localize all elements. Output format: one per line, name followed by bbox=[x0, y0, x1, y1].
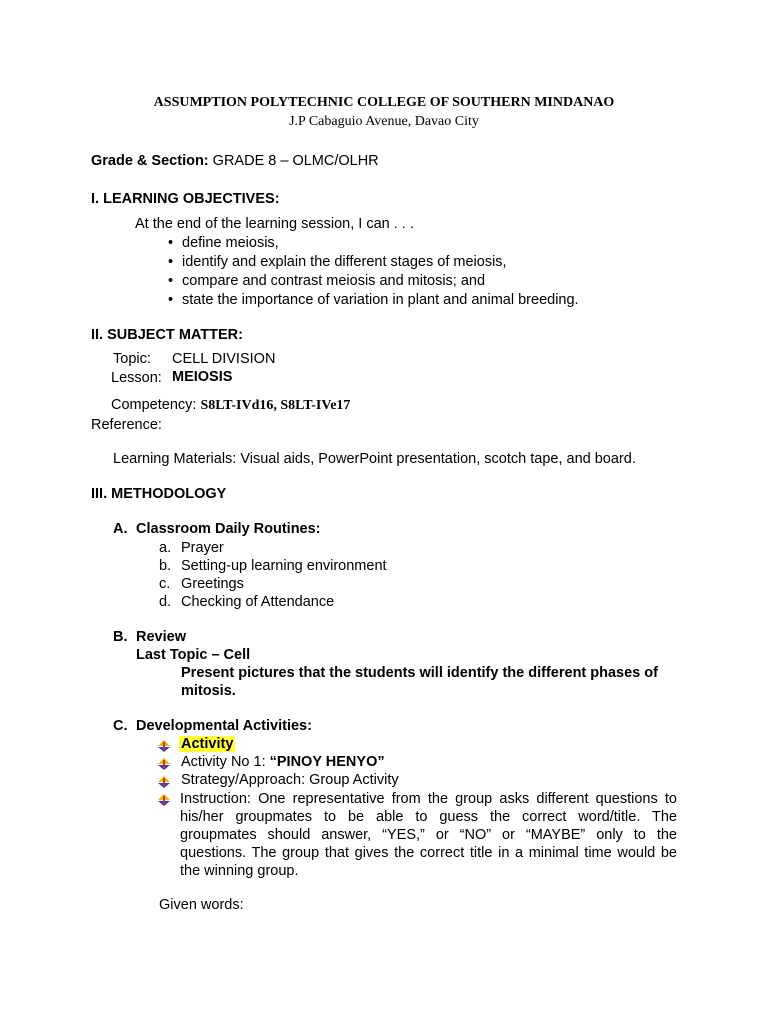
routine-letter: b. bbox=[159, 558, 172, 574]
instruction-paragraph bbox=[180, 790, 677, 880]
objectives-heading: I. LEARNING OBJECTIVES: bbox=[91, 191, 280, 207]
strategy-line: Strategy/Approach: Group Activity bbox=[181, 772, 399, 788]
section-a-title: Classroom Daily Routines: bbox=[136, 521, 321, 537]
routine-item: Checking of Attendance bbox=[181, 594, 335, 610]
objective-text: state the importance of variation in plant and animal breeding. bbox=[182, 292, 579, 308]
instruction-line: questions. The group that gives the correct title in a minimal time would be bbox=[180, 845, 677, 861]
routine-letter: a. bbox=[159, 540, 172, 556]
activity-title: “PINOY HENYO” bbox=[269, 754, 385, 770]
subject-heading: II. SUBJECT MATTER: bbox=[91, 327, 243, 343]
section-b-title: Review bbox=[136, 629, 186, 645]
reference-label: Reference: bbox=[91, 417, 162, 433]
section-a-letter: A. bbox=[113, 521, 128, 537]
methodology-heading: III. METHODOLOGY bbox=[91, 486, 227, 502]
competency-line bbox=[111, 397, 350, 414]
instruction-line: groupmates should answer, “YES,” or “NO” or “MAYBE” only to the bbox=[180, 827, 677, 843]
lesson-label: Lesson: bbox=[111, 370, 162, 386]
routine-letter: c. bbox=[159, 576, 171, 592]
lesson-value: MEIOSIS bbox=[172, 369, 233, 385]
activity-number-line bbox=[181, 754, 385, 770]
topic-value: CELL DIVISION bbox=[172, 351, 276, 367]
instruction-line: the winning group. bbox=[180, 863, 299, 879]
activity-label bbox=[179, 736, 235, 752]
objective-item: • identify and explain the different stages of meiosis, bbox=[168, 254, 507, 270]
grade-section-line bbox=[91, 153, 379, 169]
school-address: J.P Cabaguio Avenue, Davao City bbox=[289, 114, 479, 129]
section-c-letter: C. bbox=[113, 718, 128, 734]
grade-section-label: Grade & Section: bbox=[91, 153, 209, 169]
objective-item: • state the importance of variation in plant and animal breeding. bbox=[168, 292, 579, 308]
routine-item: Prayer bbox=[181, 540, 224, 556]
routine-item: Setting-up learning environment bbox=[181, 558, 387, 574]
objective-item: • define meiosis, bbox=[168, 235, 279, 251]
competency-value: S8LT-IVd16, S8LT-IVe17 bbox=[200, 398, 351, 413]
objectives-intro: At the end of the learning session, I can . . . bbox=[135, 216, 414, 232]
last-topic: Last Topic – Cell bbox=[136, 647, 251, 663]
arrow-bullet-icon bbox=[157, 757, 171, 771]
instruction-line: Instruction: One representative from the group asks different questions to bbox=[180, 791, 677, 807]
activity-number-prefix: Activity No 1: bbox=[181, 754, 270, 770]
objective-text: compare and contrast meiosis and mitosis; and bbox=[182, 273, 486, 289]
objective-text: identify and explain the different stages of meiosis, bbox=[182, 254, 507, 270]
learning-materials: Learning Materials: Visual aids, PowerPoint presentation, scotch tape, and board. bbox=[113, 451, 636, 467]
given-words-label: Given words: bbox=[159, 897, 244, 913]
activity-highlight: Activity bbox=[181, 736, 234, 752]
routine-letter: d. bbox=[159, 594, 172, 610]
review-instruction-cont: mitosis. bbox=[181, 683, 236, 699]
school-name: ASSUMPTION POLYTECHNIC COLLEGE OF SOUTHERN MINDANAO bbox=[153, 95, 615, 110]
review-instruction: Present pictures that the students will identify the different phases of bbox=[181, 665, 658, 681]
arrow-bullet-icon bbox=[157, 739, 171, 753]
section-b-letter: B. bbox=[113, 629, 128, 645]
arrow-bullet-icon bbox=[157, 775, 171, 789]
section-c-title: Developmental Activities: bbox=[136, 718, 312, 734]
topic-label: Topic: bbox=[113, 351, 151, 367]
objective-item: • compare and contrast meiosis and mitosis; and bbox=[168, 273, 486, 289]
competency-label: Competency: bbox=[111, 397, 197, 413]
arrow-bullet-icon bbox=[157, 793, 171, 807]
objective-text: define meiosis, bbox=[182, 235, 279, 251]
routine-item: Greetings bbox=[181, 576, 244, 592]
instruction-line: his/her groupmates to be able to guess the correct word/title. The bbox=[180, 809, 677, 825]
grade-section-value: GRADE 8 – OLMC/OLHR bbox=[212, 153, 379, 169]
